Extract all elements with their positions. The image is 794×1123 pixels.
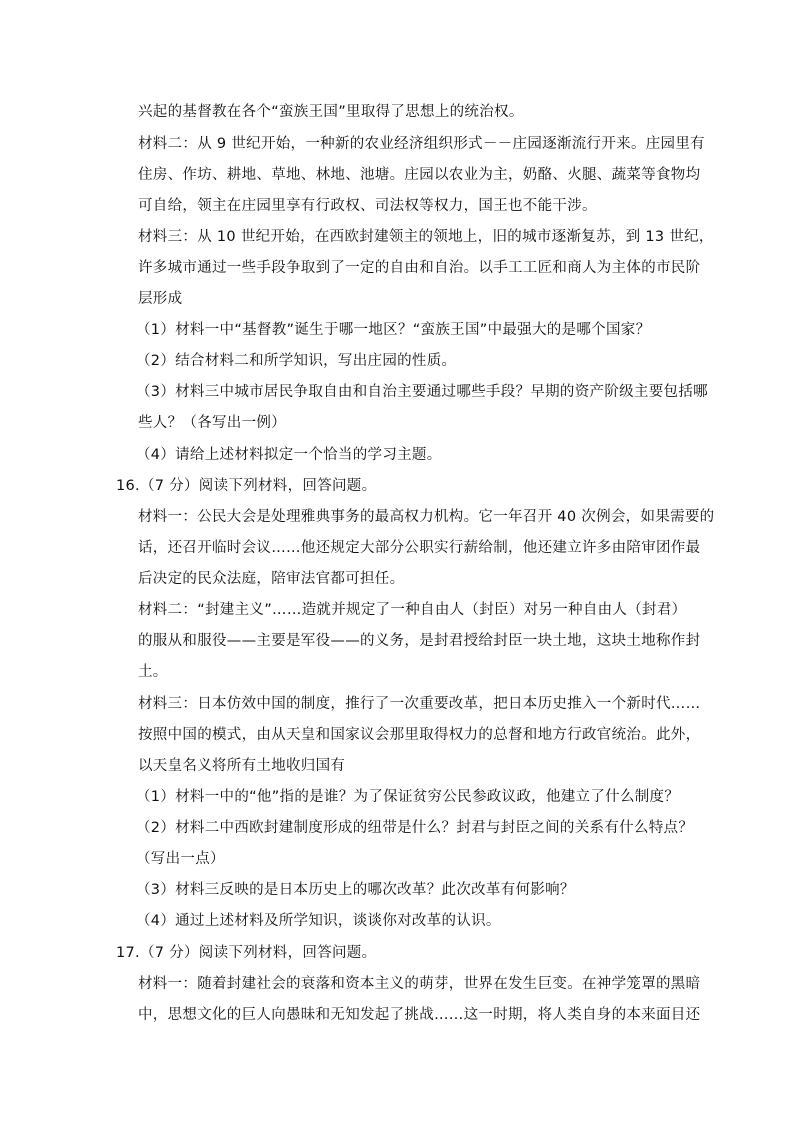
text-line: 层形成 xyxy=(138,291,183,307)
text-line: 材料二：从 9 世纪开始，一种新的农业经济组织形式－－庄园逐渐流行开来。庄园里有 xyxy=(138,136,705,152)
text-line: 材料二：“封建主义”……造就并规定了一种自由人（封臣）对另一种自由人（封君） xyxy=(138,602,687,618)
text-line: 后决定的民众法庭，陪审法官都可担任。 xyxy=(138,571,405,587)
text-line: 兴起的基督教在各个“蛮族王国”里取得了思想上的统治权。 xyxy=(138,104,524,120)
text-line: 住房、作坊、耕地、草地、林地、池塘。庄园以农业为主，奶酪、火腿、蔬菜等食物均 xyxy=(138,167,701,183)
text-line: 材料一：随着封建社会的衰落和资本主义的萌芽，世界在发生巨变。在神学笼罩的黑暗 xyxy=(138,976,701,992)
question-heading: 17.（7 分）阅读下列材料，回答问题。 xyxy=(116,945,377,961)
question-heading: 16.（7 分）阅读下列材料，回答问题。 xyxy=(116,478,377,494)
text-line: 土。 xyxy=(138,664,168,680)
text-line: 些人？（各写出一例） xyxy=(138,415,286,431)
text-line: 话，还召开临时会议……他还规定大部分公职实行薪给制，他还建立许多由陪审团作最 xyxy=(138,540,701,556)
question-line: （1）材料一中“基督教”诞生于哪一地区？“蛮族王国”中最强大的是哪个国家？ xyxy=(136,322,651,338)
question-line: （2）材料二中西欧封建制度形成的纽带是什么？封君与封臣之间的关系有什么特点？ xyxy=(136,820,694,836)
question-line: （4）通过上述材料及所学知识，谈谈你对改革的认识。 xyxy=(136,913,501,929)
text-line: 可自给，领主在庄园里享有行政权、司法权等权力，国王也不能干涉。 xyxy=(138,198,597,214)
text-line: 材料三：从 10 世纪开始，在西欧封建领主的领地上，旧的城市逐渐复苏，到 13 世纪， xyxy=(138,229,714,245)
question-line: （写出一点） xyxy=(136,851,225,867)
text-line: 的服从和服役——主要是军役——的义务，是封君授给封臣一块土地，这块土地称作封 xyxy=(138,633,701,649)
text-line: 材料一：公民大会是处理雅典事务的最高权力机构。它一年召开 40 次例会，如果需要的 xyxy=(138,509,715,525)
text-line: 许多城市通过一些手段争取到了一定的自由和自治。以手工工匠和商人为主体的市民阶 xyxy=(138,260,701,276)
question-line: （1）材料一中的“他”指的是谁？为了保证贫穷公民参政议政，他建立了什么制度？ xyxy=(136,789,680,805)
text-line: 按照中国的模式，由从天皇和国家议会那里取得权力的总督和地方行政官统治。此外， xyxy=(138,727,701,743)
text-line: 中，思想文化的巨人向愚昧和无知发起了挑战……这一时期，将人类自身的本来面目还 xyxy=(138,1007,701,1023)
text-line: 材料三：日本仿效中国的制度，推行了一次重要改革，把日本历史推入一个新时代…… xyxy=(138,696,701,712)
question-line: （3）材料三反映的是日本历史上的哪次改革？此次改革有何影响？ xyxy=(136,882,575,898)
text-line: 以天皇名义将所有土地收归国有 xyxy=(138,758,346,774)
question-line: （3）材料三中城市居民争取自由和自治主要通过哪些手段？早期的资产阶级主要包括哪 xyxy=(136,384,708,400)
question-line: （4）请给上述材料拟定一个恰当的学习主题。 xyxy=(136,447,442,463)
question-line: （2）结合材料二和所学知识，写出庄园的性质。 xyxy=(136,353,457,369)
